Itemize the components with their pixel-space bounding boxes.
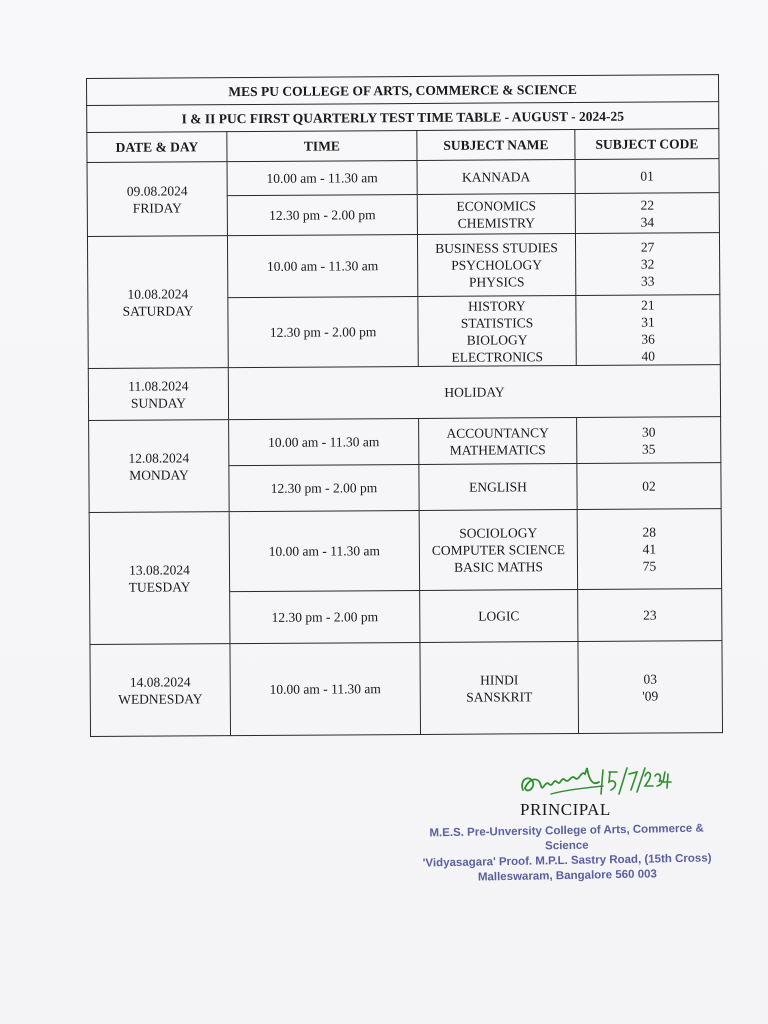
- subject-code: 75: [642, 558, 657, 574]
- date-day-cell: [87, 162, 227, 237]
- subject-code: 01: [640, 168, 654, 184]
- subject-code: 22: [640, 197, 655, 213]
- subject-cell: [417, 234, 575, 297]
- subject-code: 28: [642, 524, 657, 540]
- day: FRIDAY: [132, 199, 182, 216]
- subject-code: 40: [641, 348, 656, 364]
- date-day-cell: [90, 644, 231, 737]
- time-cell: 10.00 am - 11.30 am: [227, 160, 417, 195]
- date: 11.08.2024: [128, 377, 189, 394]
- college-name-row: [87, 75, 719, 106]
- timetable-title: I & II PUC FIRST QUARTERLY TEST TIME TABLE - AUGUST - 2024-25: [87, 102, 719, 133]
- time-cell: 10.00 am - 11.30 am: [230, 642, 421, 735]
- timetable-title-row: [87, 102, 719, 133]
- subject-cell: [419, 464, 577, 511]
- code-cell: [575, 159, 719, 194]
- date: 13.08.2024: [129, 561, 190, 578]
- date: 10.08.2024: [127, 285, 189, 302]
- subject-code: 41: [642, 541, 657, 557]
- header-subject-code: SUBJECT CODE: [575, 129, 719, 160]
- table-row: [87, 233, 719, 299]
- header-time: TIME: [227, 130, 417, 161]
- date-day-cell: [89, 512, 230, 645]
- subject-code: 30: [641, 424, 656, 440]
- principal-signature: [515, 760, 675, 802]
- subject-name: BASIC MATHS: [453, 559, 543, 575]
- principal-title: PRINCIPAL: [520, 800, 611, 819]
- subject-name: BUSINESS STUDIES: [435, 240, 558, 256]
- subject-code: 31: [641, 314, 655, 330]
- subject-name: PSYCHOLOGY: [451, 257, 543, 273]
- subject-name: ACCOUNTANCY: [446, 424, 549, 441]
- code-cell: [577, 417, 721, 464]
- code-cell: [575, 193, 719, 234]
- subject-name: PHYSICS: [468, 274, 525, 290]
- table-row: [87, 159, 719, 197]
- subject-code: 03: [643, 671, 657, 687]
- date-day-cell: [87, 236, 228, 369]
- subject-name: CHEMISTRY: [457, 214, 536, 231]
- college-stamp: [412, 821, 723, 886]
- time-cell: 12.30 pm - 2.00 pm: [228, 296, 418, 367]
- stamp-line: 'Vidyasagara' Proof. M.P.L. Sastry Road, (15th Cross): [422, 852, 712, 870]
- table-row: [88, 365, 720, 421]
- stamp-line: M.E.S. Pre-Unversity College of Arts, Commerce & Science: [429, 822, 704, 853]
- header-date-day: DATE & DAY: [87, 132, 227, 163]
- code-cell: [576, 295, 720, 366]
- subject-code: '09: [642, 688, 659, 704]
- signature-date: [601, 768, 671, 794]
- date: 09.08.2024: [126, 182, 188, 199]
- date-day-cell: [88, 368, 228, 421]
- time-cell: 10.00 am - 11.30 am: [229, 510, 419, 591]
- subject-cell: [419, 510, 577, 591]
- subject-code: 23: [642, 607, 657, 623]
- subject-code: 36: [641, 331, 655, 347]
- subject-name: COMPUTER SCIENCE: [431, 542, 566, 558]
- subject-name: SOCIOLOGY: [459, 525, 538, 541]
- subject-name: HISTORY: [468, 297, 526, 314]
- code-cell: [577, 463, 721, 510]
- subject-cell: [417, 160, 575, 195]
- subject-code: 33: [640, 273, 655, 289]
- subject-code: 02: [642, 478, 656, 494]
- header-subject-name: SUBJECT NAME: [417, 130, 575, 161]
- code-cell: [578, 589, 722, 642]
- subject-cell: [420, 590, 578, 643]
- header-row: [87, 129, 719, 163]
- subject-code: 27: [640, 239, 655, 255]
- code-cell: [577, 509, 721, 590]
- day: SATURDAY: [122, 302, 194, 319]
- subject-name: SANSKRIT: [466, 688, 533, 705]
- subject-name: STATISTICS: [460, 314, 534, 331]
- code-cell: [575, 233, 719, 296]
- subject-cell: [420, 642, 579, 735]
- college-name: MES PU COLLEGE OF ARTS, COMMERCE & SCIENCE: [87, 75, 719, 106]
- day: WEDNESDAY: [118, 690, 203, 707]
- subject-code: 32: [640, 256, 655, 272]
- day: MONDAY: [129, 466, 189, 483]
- day: TUESDAY: [128, 578, 191, 595]
- time-cell: 12.30 pm - 2.00 pm: [229, 464, 419, 511]
- subject-code: 35: [641, 441, 656, 457]
- time-cell: 12.30 pm - 2.00 pm: [227, 194, 417, 235]
- time-cell: 10.00 am - 11.30 am: [227, 234, 417, 297]
- subject-code: 21: [641, 297, 655, 313]
- subject-name: ECONOMICS: [456, 197, 537, 214]
- subject-name: LOGIC: [478, 608, 520, 624]
- date: 12.08.2024: [128, 449, 190, 466]
- time-cell: 12.30 pm - 2.00 pm: [230, 590, 420, 643]
- subject-name: KANNADA: [461, 169, 531, 185]
- stamp-line: Malleswaram, Bangalore 560 003: [477, 868, 657, 884]
- holiday-cell: HOLIDAY: [228, 365, 720, 420]
- subject-name: HINDI: [480, 671, 519, 688]
- date: 14.08.2024: [129, 673, 191, 690]
- subject-cell: [419, 418, 577, 465]
- table-row: [89, 509, 721, 593]
- timetable: [86, 74, 723, 737]
- subject-name: MATHEMATICS: [449, 441, 546, 458]
- code-cell: [578, 641, 723, 734]
- day: SUNDAY: [130, 394, 187, 411]
- date-day-cell: [89, 420, 230, 513]
- table-row: [89, 417, 721, 467]
- subject-name: BIOLOGY: [466, 331, 528, 348]
- table-row: [90, 641, 723, 737]
- subject-cell: [418, 296, 576, 367]
- subject-cell: [417, 194, 575, 235]
- subject-name: ELECTRONICS: [451, 348, 544, 365]
- time-cell: 10.00 am - 11.30 am: [229, 418, 419, 465]
- subject-code: 34: [640, 214, 655, 230]
- subject-name: ENGLISH: [469, 479, 527, 495]
